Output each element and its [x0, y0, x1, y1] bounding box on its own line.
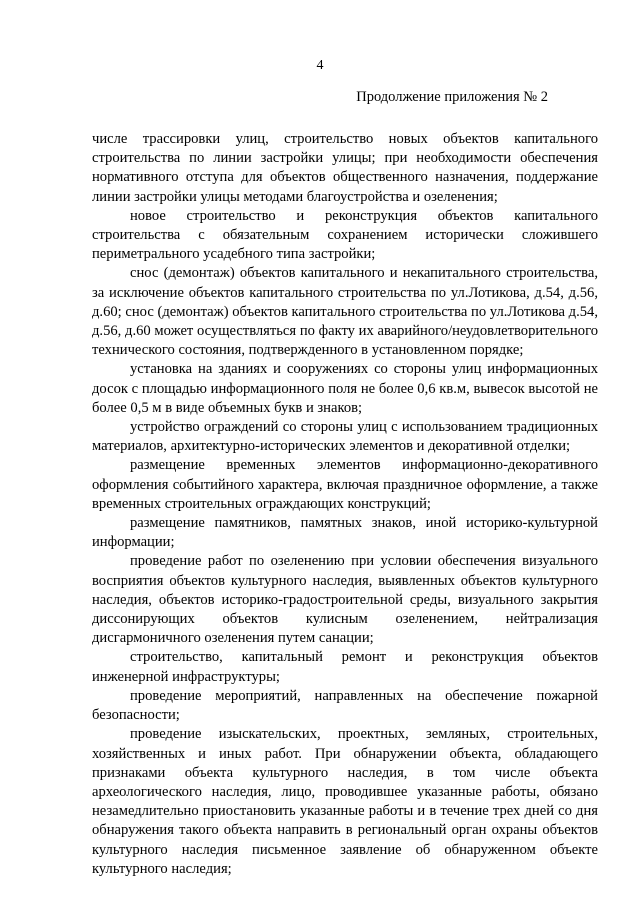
paragraph: проведение изыскательских, проектных, земляных, строительных, хозяйственных и иных работ. При обнаружении объекта, обладающего признаками объекта культурного наследия, в том числе объекта археологического наследия, лицо, проводившее указанные работы, обязано незамедлительно приостановить указанные работы и в течение трех дней со дня обнаружения такого объекта направить в региональный орган охраны объектов культурного наследия письменное заявление об обнаруженном объекте культурного наследия; [92, 726, 598, 877]
document-body [92, 130, 598, 879]
appendix-label: Продолжение приложения № 2 [356, 89, 548, 105]
paragraph: снос (демонтаж) объектов капитального и некапитального строительства, за исключение объектов капитального строительства по ул.Лотикова, д.54, д.56, д.60; снос (демонтаж) объектов капитального строительства по ул.Лотикова д.54, д.56, д.60 может осуществляться по факту их аварийного/неудовлетворительного технического состояния, подтвержденного в установленном порядке; [92, 265, 598, 359]
paragraph: размещение временных элементов информационно-декоративного оформления событийного характера, включая праздничное оформление, а также временных строительных ограждающих конструкций; [92, 457, 598, 512]
paragraph: устройство ограждений со стороны улиц с использованием традиционных материалов, архитектурно-исторических элементов и декоративной отделки; [92, 419, 598, 455]
paragraph: установка на зданиях и сооружениях со стороны улиц информационных досок с площадью информационного поля не более 0,6 кв.м, вывесок высотой не более 0,5 м в виде объемных букв и знаков; [92, 361, 598, 416]
paragraph: строительство, капитальный ремонт и реконструкция объектов инженерной инфраструктуры; [92, 649, 598, 685]
page-number: 4 [316, 58, 324, 73]
paragraph: новое строительство и реконструкция объектов капитального строительства с обязательным сохранением исторически сложившего периметрального усадебного типа застройки; [92, 207, 598, 263]
paragraph: проведение мероприятий, направленных на обеспечение пожарной безопасности; [92, 687, 598, 724]
paragraph: числе трассировки улиц, строительство новых объектов капитального строительства по линии застройки улицы; при необходимости обеспечения нормативного отступа для объектов общественного назначения, поддержание линии застройки улицы методами благоустройства и озеленения; [92, 131, 598, 205]
paragraph: размещение памятников, памятных знаков, иной историко-культурной информации; [92, 515, 598, 551]
paragraph: проведение работ по озеленению при условии обеспечения визуального восприятия объектов культурного наследия, выявленных объектов культурного наследия, объектов историко-градостроительной среды, визуального закрытия диссонирующих объектов кулисным озеленением, нейтрализация дисгармоничного озеленения путем санации; [92, 553, 598, 647]
